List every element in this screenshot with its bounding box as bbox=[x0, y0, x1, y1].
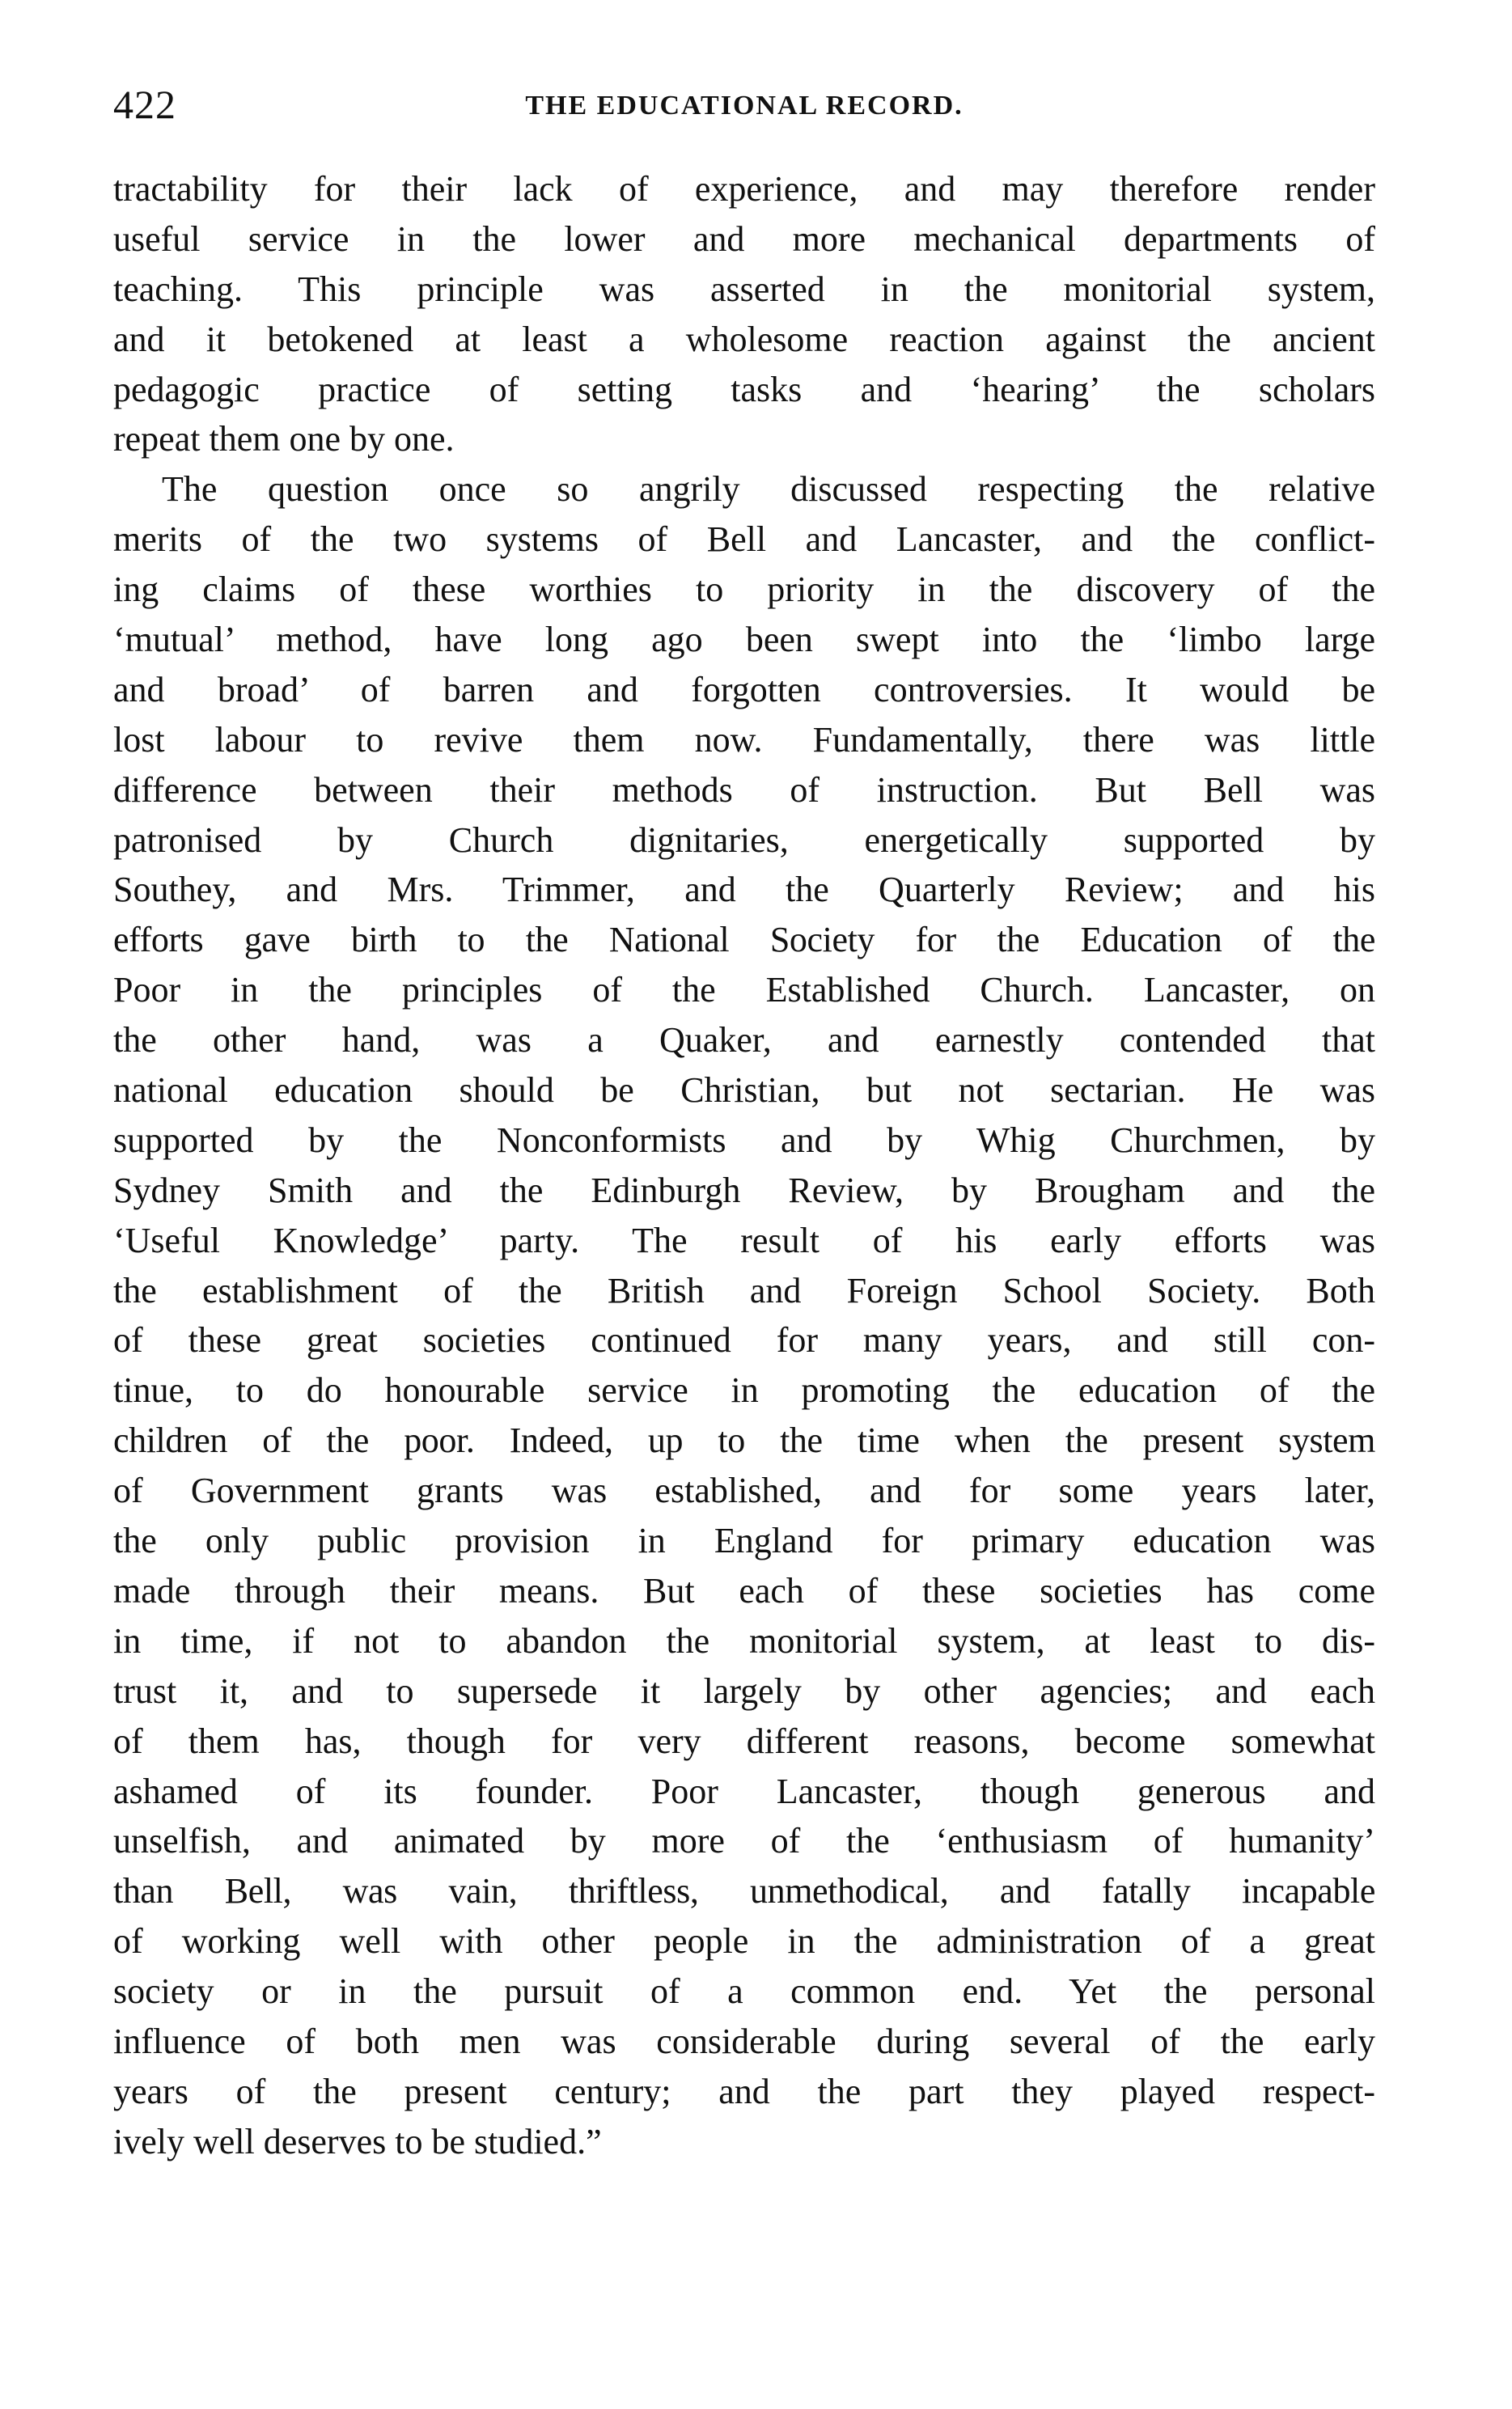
text-line: of these great societies continued for many years, and still con- bbox=[113, 1320, 1375, 1361]
text-line: pedagogic practice of setting tasks and ‘hearing’ the scholars bbox=[113, 369, 1375, 409]
text-line: teaching. This principle was asserted in the monitorial system, bbox=[113, 269, 1375, 309]
text-line: trust it, and to supersede it largely by other agencies; and each bbox=[113, 1670, 1375, 1711]
text-line: efforts gave birth to the National Society for the Education of the bbox=[113, 920, 1375, 960]
text-line: society or in the pursuit of a common end. Yet the personal bbox=[113, 1971, 1375, 2012]
page-header bbox=[113, 81, 1375, 138]
text-line: patronised by Church dignitaries, energetically supported by bbox=[113, 819, 1375, 860]
text-line: children of the poor. Indeed, up to the time when the present system bbox=[113, 1420, 1375, 1461]
text-line: in time, if not to abandon the monitorial system, at least to dis- bbox=[113, 1620, 1375, 1661]
text-line: repeat them one by one. bbox=[113, 419, 455, 459]
text-line: Poor in the principles of the Established Church. Lancaster, on bbox=[113, 970, 1375, 1010]
text-line: and broad’ of barren and forgotten controversies. It would be bbox=[113, 669, 1375, 709]
text-line: The question once so angrily discussed respecting the relative bbox=[162, 469, 1375, 510]
text-line: tinue, to do honourable service in promoting the education of the bbox=[113, 1370, 1375, 1411]
text-line: the establishment of the British and Foreign School Society. Both bbox=[113, 1270, 1375, 1310]
page-number: 422 bbox=[113, 82, 176, 127]
text-line: the other hand, was a Quaker, and earnestly contended that bbox=[113, 1020, 1375, 1061]
text-line: unselfish, and animated by more of the ‘enthusiasm of humanity’ bbox=[113, 1821, 1375, 1861]
text-line: ‘Useful Knowledge’ party. The result of his early efforts was bbox=[113, 1220, 1375, 1260]
text-line: made through their means. But each of these societies has come bbox=[113, 1570, 1375, 1611]
text-line: than Bell, was vain, thriftless, unmethodical, and fatally incapable bbox=[113, 1871, 1375, 1912]
text-line: ashamed of its founder. Poor Lancaster, though generous and bbox=[113, 1771, 1375, 1811]
text-line: influence of both men was considerable during several of the early bbox=[113, 2021, 1375, 2061]
text-line: of them has, though for very different reasons, become somewhat bbox=[113, 1721, 1375, 1761]
text-line: lost labour to revive them now. Fundamentally, there was little bbox=[113, 719, 1375, 760]
text-line: tractability for their lack of experience, and may therefore render bbox=[113, 169, 1375, 209]
body-text bbox=[113, 164, 1375, 2167]
text-line: national education should be Christian, but not sectarian. He was bbox=[113, 1070, 1375, 1111]
text-line: ively well deserves to be studied.” bbox=[113, 2121, 602, 2161]
text-line: of working well with other people in the administration of a great bbox=[113, 1921, 1375, 1962]
text-line: the only public provision in England for primary education was bbox=[113, 1521, 1375, 1561]
text-line: Southey, and Mrs. Trimmer, and the Quarterly Review; and his bbox=[113, 870, 1375, 910]
text-line: and it betokened at least a wholesome reaction against the ancient bbox=[113, 319, 1375, 359]
running-title: THE EDUCATIONAL RECORD. bbox=[525, 91, 964, 121]
text-line: ing claims of these worthies to priority in the discovery of the bbox=[113, 569, 1375, 610]
text-line: difference between their methods of instruction. But Bell was bbox=[113, 769, 1375, 810]
text-line: Sydney Smith and the Edinburgh Review, by Brougham and the bbox=[113, 1170, 1375, 1210]
text-line: years of the present century; and the part they played respect- bbox=[113, 2071, 1375, 2111]
text-line: supported by the Nonconformists and by Whig Churchmen, by bbox=[113, 1120, 1375, 1160]
text-line: useful service in the lower and more mechanical departments of bbox=[113, 218, 1375, 259]
text-line: merits of the two systems of Bell and Lancaster, and the conflict- bbox=[113, 519, 1375, 560]
text-line: ‘mutual’ method, have long ago been swept into the ‘limbo large bbox=[113, 620, 1375, 660]
text-line: of Government grants was established, and for some years later, bbox=[113, 1471, 1375, 1511]
